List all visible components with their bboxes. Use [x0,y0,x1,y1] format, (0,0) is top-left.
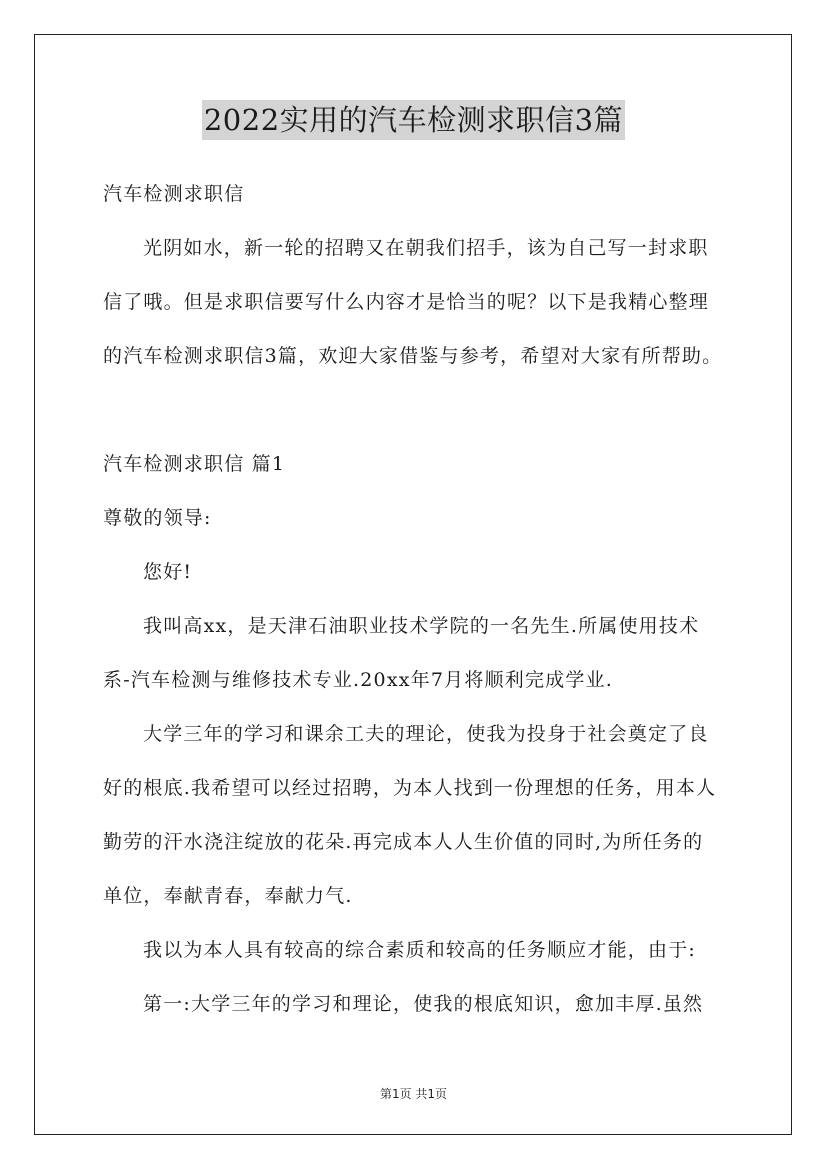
body-line: 我叫高xx，是天津石油职业技术学院的一名先生.所属使用技术 [143,615,700,637]
title-wrap [0,100,827,140]
body-line: 好的根底.我希望可以经过招聘，为本人找到一份理想的任务，用本人 [103,777,717,799]
subtitle: 汽车检测求职信 [103,183,245,205]
body-line: 我以为本人具有较高的综合素质和较高的任务顺应才能，由于: [143,939,697,961]
body-line: 第一:大学三年的学习和理论，使我的根底知识，愈加丰厚.虽然 [143,993,704,1015]
body-line: 勤劳的汗水浇注绽放的花朵.再完成本人人生价值的同时,为所任务的 [103,831,704,853]
intro-line: 信了哦。但是求职信要写什么内容才是恰当的呢？以下是我精心整理 [103,291,710,313]
intro-line: 的汽车检测求职信3篇，欢迎大家借鉴与参考，希望对大家有所帮助。 [103,345,723,367]
body-line: 大学三年的学习和课余工夫的理论，使我为投身于社会奠定了良 [143,723,709,745]
document-title: 2022实用的汽车检测求职信3篇 [202,100,625,140]
greeting: 您好! [143,561,193,583]
intro-line: 光阴如水，新一轮的招聘又在朝我们招手，该为自己写一封求职 [143,237,709,259]
salutation: 尊敬的领导: [103,507,212,529]
body-line: 单位，奉献青春，奉献力气. [103,885,353,907]
body-line: 系-汽车检测与维修技术专业.20xx年7月将顺利完成学业. [103,669,613,691]
section-heading: 汽车检测求职信 篇1 [103,453,286,475]
page-footer: 第1页 共1页 [379,1087,448,1101]
